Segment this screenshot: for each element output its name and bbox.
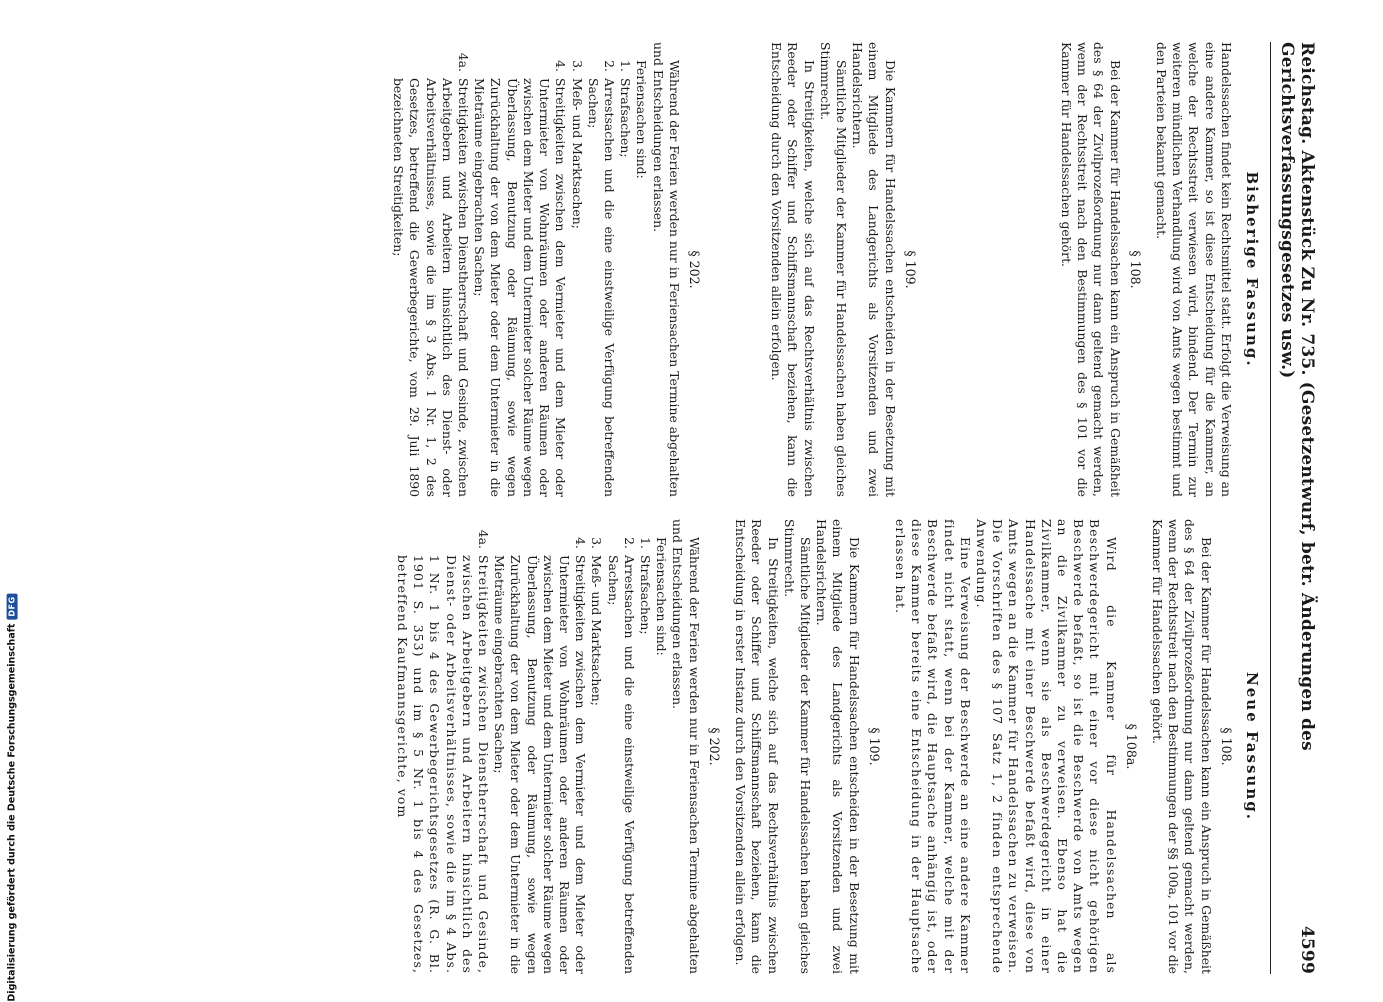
- section-109-para-1: Die Kammern für Handelssachen entscheiden in der Besetzung mit einem Mitgliede des Landgerichts als Vorsitzenden und zwei Handelsrichtern.: [850, 42, 898, 497]
- list-item-number: 4a.: [456, 52, 472, 72]
- list-item-number: 3.: [589, 537, 605, 549]
- list-item-number: 1.: [638, 537, 654, 549]
- feriensachen-list-previous: [390, 42, 633, 497]
- column-previous-version: [390, 42, 1264, 497]
- section-109-heading: § 109.: [866, 727, 882, 766]
- list-item-text: Strafsachen;: [618, 78, 634, 158]
- section-109-para-3: In Streitigkeiten, welche sich auf das Rechtsverhältnis zwischen Reeder oder Schiffer und Schiffsmannschaft beziehen, kann die Entscheidung durch den Vorsitzenden allein erfolgen.: [769, 42, 817, 497]
- list-item-number: 2.: [621, 537, 637, 549]
- section-108a-para-2: Eine Verweisung der Beschwerde an eine andere Kammer findet nicht statt, wenn bei der Kammer, welche mit der Beschwerde befaßt wird, die Hauptsache anhängig ist, oder diese Kammer bereits eine Entscheidung in der Hauptsache erlassen hat.: [892, 519, 973, 974]
- section-202-intro: Während der Ferien werden nur in Feriensachen Termine abgehalten und Entscheidungen erlassen.: [670, 519, 702, 974]
- intro-paragraph: Handelssachen findet kein Rechtsmittel statt. Erfolgt die Verweisung an eine andere Kammer, so ist diese Entscheidung für die Kammer, an welche der Rechtsstreit verwiesen wird, bindend. Der Termin zur weiteren mündlichen Verhandlung wird von Amts wegen bestimmt und den Parteien bekannt gemacht.: [1153, 42, 1234, 497]
- list-item-number: 2.: [601, 60, 617, 72]
- section-108a-heading: § 108a.: [1123, 723, 1139, 770]
- list-item-text: Arrestsachen und die eine einstweilige Verfügung betreffenden Sachen;: [585, 78, 617, 497]
- section-202-lead: Feriensachen sind:: [634, 60, 650, 179]
- list-item-number: 1.: [618, 60, 634, 72]
- list-item: [491, 519, 588, 974]
- section-202-heading: § 202.: [686, 250, 702, 289]
- list-item: [637, 519, 653, 974]
- list-item-text: Arrestsachen und die eine einstweilige Verfügung betreffenden Sachen;: [605, 555, 637, 974]
- section-109-para-1: Die Kammern für Handelssachen entscheiden in der Besetzung mit einem Mitgliede des Landgerichts als Vorsitzenden und zwei Handelsrichtern.: [814, 519, 862, 974]
- section-108-heading: § 108.: [1127, 250, 1143, 289]
- dfg-logo-icon: DFG: [7, 593, 18, 619]
- two-column-body: [390, 42, 1264, 974]
- section-202-intro: Während der Ferien werden nur in Feriensachen Termine abgehalten und Entscheidungen erlassen.: [650, 42, 682, 497]
- list-item-text: Meß- und Marktsachen;: [589, 555, 605, 706]
- list-item-number: 4.: [553, 60, 569, 72]
- section-108-text: Bei der Kammer für Handelssachen kann ein Anspruch in Gemäßheit des § 64 der Zivilprozeßordnung nur dann geltend gemacht werden, wenn der Rechtsstreit nach den Bestimmungen der §§ 100a, 101 vor die Kammer für Handelssachen gehört.: [1149, 519, 1214, 974]
- section-109-heading: § 109.: [902, 250, 918, 289]
- section-202-lead: Feriensachen sind:: [654, 537, 670, 656]
- list-item-text: Meß- und Marktsachen;: [569, 78, 585, 229]
- document-page: [45, 0, 1335, 1000]
- column-title-previous: Bisherige Fassung.: [1243, 171, 1261, 368]
- section-108-heading: § 108.: [1218, 727, 1234, 766]
- section-109-para-2: Sämtliche Mitglieder der Kammer für Handelssachen haben gleiches Stimmrecht.: [781, 519, 813, 974]
- list-item: [585, 42, 617, 497]
- spacer: [712, 42, 768, 497]
- list-item: [394, 519, 491, 974]
- list-item: [568, 42, 584, 497]
- spacer: [928, 42, 1058, 497]
- column-title-new: Neue Fassung.: [1243, 672, 1261, 821]
- section-108a-para-1: Wird die Kammer für Handelssachen als Beschwerdegericht mit einer vor diese nicht gehörigen Beschwerde befaßt, so ist die Beschwerde von Amts wegen an die Zivilkammer zu verweisen. Ebenso hat die Zivilkammer, wenn sie als Beschwerdegericht in einer Handelssache mit einer Beschwerde befaßt wird, diese von Amts wegen an die Kammer für Handelssachen zu verweisen. Die Vorschriften des § 107 Satz 1, 2 finden entsprechende Anwendung.: [973, 519, 1119, 974]
- list-item-number: 4.: [573, 537, 589, 549]
- list-item-text: Streitigkeiten zwischen dem Vermieter und dem Mieter oder Untermieter von Wohnräumen oder anderen Räumen oder zwischen dem Mieter und dem Untermieter solcher Räume wegen Überlassung, Benutzung oder Räumung, sowie wegen Zurückhaltung der von dem Mieter oder dem Untermieter in die Mieträume eingebrachten Sachen;: [472, 78, 569, 497]
- page-header: [1271, 42, 1317, 974]
- list-item: [617, 42, 633, 497]
- list-item-text: Strafsachen;: [638, 555, 654, 635]
- list-item-number: 3.: [569, 60, 585, 72]
- list-item: [471, 42, 568, 497]
- list-item: [390, 42, 471, 497]
- credit-text: Digitalisierung gefördert durch die Deutsche Forschungsgemeinschaft: [6, 623, 18, 1002]
- section-109-para-2: Sämtliche Mitglieder der Kammer für Handelssachen haben gleiches Stimmrecht.: [817, 42, 849, 497]
- section-108-text: Bei der Kammer für Handelssachen kann ein Anspruch in Gemäßheit des § 64 der Zivilprozeßordnung nur dann geltend gemacht werden, wenn der Rechtsstreit nach den Bestimmungen des § 101 vor die Kammer für Handelssachen gehört.: [1058, 42, 1123, 497]
- section-109-para-3: In Streitigkeiten, welche sich auf das Rechtsverhältnis zwischen Reeder oder Schiffer und Schiffsmannschaft beziehen, kann die Entscheidung in erster Instanz durch den Vorsitzenden allein erfolgen.: [733, 519, 781, 974]
- list-item-number: 4a.: [476, 529, 492, 549]
- header-rule: [1270, 42, 1271, 974]
- list-item-text: Streitigkeiten zwischen Dienstherrschaft und Gesinde, zwischen Arbeitgebern und Arbeitern hinsichtlich des Dienst- oder Arbeitsverhältnisses, sowie die im § 3 Abs. 1 Nr. 1, 2 des Gesetzes, betreffend die Gewerbegerichte, vom 29. Juli 1890 bezeichneten Streitigkeiten;: [391, 78, 472, 497]
- list-item: [588, 519, 604, 974]
- list-item-text: Streitigkeiten zwischen Dienstherrschaft und Gesinde, zwischen Arbeitgebern und Arbeitern hinsichtlich des Dienst- oder Arbeitsverhältnisses, sowie die im § 4 Abs. 1 Nr. 1 bis 4 des Gewerbegerichtsgesetzes (R. G. Bl. 1901 S. 353) und im § 5 Nr. 1 bis 4 des Gesetzes, betreffend Kaufmannsgerichte, vom: [395, 555, 492, 974]
- list-item: [604, 519, 636, 974]
- digitization-credit: [2, 596, 22, 1002]
- page-number: 4599: [1297, 925, 1317, 974]
- running-title: Reichstag. Aktenstück Zu Nr. 735. (Gesetzentwurf, betr. Änderungen des Gerichtsverfassungsgesetzes usw.): [1277, 42, 1317, 751]
- list-item-text: Streitigkeiten zwischen dem Vermieter und dem Mieter oder Untermieter von Wohnräumen oder anderen Räumen oder zwischen dem Mieter und dem Untermieter solcher Räume wegen Überlassung, Benutzung oder Räumung, sowie wegen Zurückhaltung der von dem Mieter oder dem Untermieter in die Mieträume eingebrachten Sachen;: [492, 555, 589, 974]
- section-202-heading: § 202.: [706, 727, 722, 766]
- column-new-version: [390, 519, 1264, 974]
- credit-line: [7, 593, 18, 1001]
- feriensachen-list-new: [394, 519, 653, 974]
